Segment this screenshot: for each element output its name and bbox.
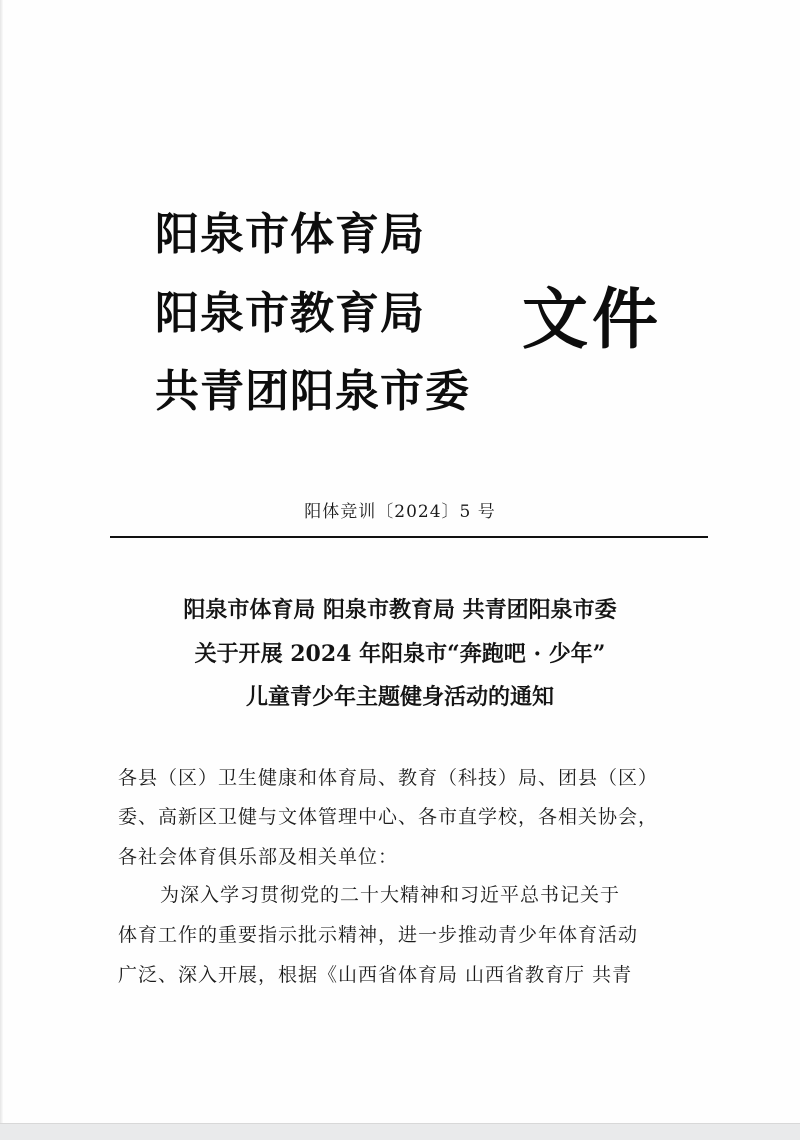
body-paragraph-start: 为深入学习贯彻党的二十大精神和习近平总书记关于	[160, 884, 621, 906]
issuer-youth-league: 共青团阳泉市委	[155, 366, 470, 417]
body-line: 体育工作的重要指示批示精神，进一步推动青少年体育活动	[118, 924, 639, 946]
document-type-label: 文件	[522, 281, 662, 358]
notice-title-line-3: 儿童青少年主题健身活动的通知	[245, 684, 554, 710]
body-line: 各社会体育俱乐部及相关单位：	[118, 846, 399, 868]
notice-title-line-1: 阳泉市体育局 阳泉市教育局 共青团阳泉市委	[183, 597, 617, 623]
body-line: 委、高新区卫健与文体管理中心、各市直学校，各相关协会，	[118, 806, 659, 828]
document-number: 阳体竞训〔2024〕5 号	[304, 502, 496, 522]
issuer-education-bureau: 阳泉市教育局	[155, 288, 425, 339]
body-line: 各县（区）卫生健康和体育局、教育（科技）局、团县（区）	[118, 767, 659, 789]
header-divider	[110, 536, 708, 538]
page-edge-shadow	[0, 0, 3, 1140]
scan-bottom-edge	[0, 1123, 800, 1140]
body-line: 广泛、深入开展，根据《山西省体育局 山西省教育厅 共青	[118, 964, 633, 986]
issuer-sports-bureau: 阳泉市体育局	[155, 209, 425, 260]
notice-title-line-2: 关于开展 2024 年阳泉市“奔跑吧 · 少年”	[194, 641, 606, 667]
